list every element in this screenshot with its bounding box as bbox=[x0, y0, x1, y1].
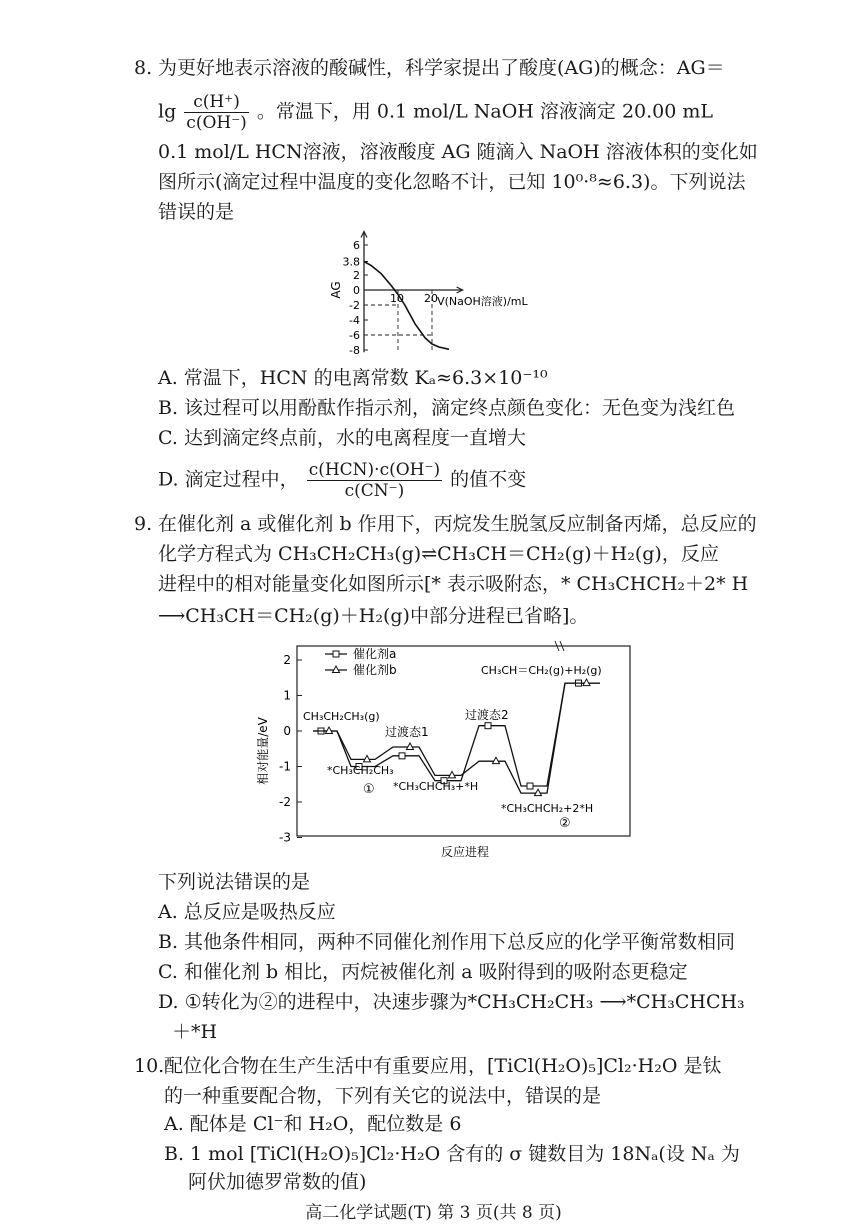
q8-line3: 0.1 mol/L HCN溶液，溶液酸度 AG 随滴入 NaOH 溶液体积的变化如 bbox=[158, 141, 758, 163]
y-tick-label: 3.8 bbox=[342, 255, 360, 269]
q8-line2-text: 。常温下，用 0.1 mol/L NaOH 溶液滴定 20.00 mL bbox=[256, 100, 714, 123]
y-axis-label: 相对能量/eV bbox=[256, 717, 270, 785]
q9-option-c: C. 和催化剂 b 相比，丙烷被催化剂 a 吸附得到的吸附态更稳定 bbox=[158, 961, 688, 983]
energy-point-triangle bbox=[583, 679, 590, 686]
energy-profile-chart bbox=[255, 636, 645, 866]
energy-point-triangle bbox=[535, 789, 542, 796]
energy-annotation: *CH₃CHCH₃+*H bbox=[393, 780, 479, 793]
y-tick-label: 1 bbox=[283, 688, 291, 703]
q9-line2: 化学方程式为 CH₃CH₂CH₃(g)⇌CH₃CH＝CH₂(g)＋H₂(g)，反应 bbox=[158, 543, 719, 565]
option-d-denominator: c(CN⁻) bbox=[344, 481, 405, 501]
q8-option-c: C. 达到滴定终点前，水的电离程度一直增大 bbox=[158, 427, 526, 449]
ag-numerator: c(H⁺) bbox=[184, 92, 249, 113]
q9-option-d-line2: ＋*H bbox=[172, 1021, 218, 1043]
q8-option-d bbox=[158, 460, 526, 501]
energy-annotation: ① bbox=[363, 782, 375, 797]
q10-option-a: A. 配体是 Cl⁻和 H₂O，配位数是 6 bbox=[164, 1113, 462, 1135]
option-d-fraction bbox=[307, 460, 442, 501]
legend-label-a: 催化剂a bbox=[353, 647, 397, 661]
ag-fraction bbox=[184, 92, 249, 133]
x-tick-label: 10 bbox=[390, 292, 404, 305]
y-tick-label: 2 bbox=[353, 269, 360, 282]
q10-number: 10. bbox=[134, 1055, 165, 1077]
y-tick-label: 2 bbox=[283, 653, 291, 667]
y-tick-label: -2 bbox=[349, 299, 360, 312]
lg-label: lg bbox=[158, 100, 177, 123]
q10-line2: 的一种重要配合物，下列有关它的说法中，错误的是 bbox=[164, 1085, 602, 1107]
q8-option-d-suffix: 的值不变 bbox=[450, 468, 527, 491]
y-tick-label: -3 bbox=[279, 830, 291, 845]
q8-option-b: B. 该过程可以用酚酞作指示剂，滴定终点颜色变化：无色变为浅红色 bbox=[158, 397, 736, 419]
q10-option-b-line1: B. 1 mol [TiCl(H₂O)₅]Cl₂·H₂O 含有的 σ 键数目为 18Nₐ(设 Nₐ 为 bbox=[164, 1143, 740, 1165]
energy-annotation: CH₃CH₂CH₃(g) bbox=[303, 710, 380, 723]
q9-option-b: B. 其他条件相同，两种不同催化剂作用下总反应的化学平衡常数相同 bbox=[158, 931, 736, 953]
legend-marker-a bbox=[333, 651, 339, 657]
energy-point-triangle bbox=[326, 727, 333, 734]
energy-point-triangle bbox=[493, 757, 500, 764]
q9-line3: 进程中的相对能量变化如图所示[* 表示吸附态，* CH₃CHCH₂＋2* H bbox=[158, 573, 749, 595]
q9-option-d-line1: D. ①转化为②的进程中，决速步骤为*CH₃CH₂CH₃ ⟶*CH₃CHCH₃ bbox=[158, 991, 745, 1013]
q10-option-b-line2: 阿伏加德罗常数的值) bbox=[188, 1171, 367, 1193]
ag-titration-chart bbox=[318, 230, 568, 365]
page-footer: 高二化学试题(T) 第 3 页(共 8 页) bbox=[305, 1203, 562, 1223]
q8-option-a: A. 常温下，HCN 的电离常数 Kₐ≈6.3×10⁻¹⁰ bbox=[158, 367, 548, 389]
q8-option-d-prefix: D. 滴定过程中， bbox=[158, 468, 299, 491]
q8-number: 8. bbox=[134, 57, 153, 79]
energy-point-triangle bbox=[407, 743, 414, 750]
energy-annotation: 过渡态2 bbox=[465, 708, 509, 722]
y-tick-label: -6 bbox=[349, 329, 360, 342]
energy-point-triangle bbox=[449, 771, 456, 778]
ag-denominator: c(OH⁻) bbox=[186, 113, 247, 133]
q8-line5: 错误的是 bbox=[158, 201, 235, 223]
q8-line4: 图所示(滴定过程中温度的变化忽略不计，已知 10⁰·⁸≈6.3)。下列说法 bbox=[158, 171, 746, 193]
energy-point-square bbox=[399, 753, 405, 759]
x-tick-label: 20 bbox=[424, 292, 438, 305]
q10-line1: 配位化合物在生产生活中有重要应用，[TiCl(H₂O)₅]Cl₂·H₂O 是钛 bbox=[164, 1055, 722, 1077]
energy-annotation: ② bbox=[559, 816, 571, 831]
q8-line1: 为更好地表示溶液的酸碱性，科学家提出了酸度(AG)的概念：AG＝ bbox=[158, 57, 725, 79]
q8-line2 bbox=[158, 92, 713, 133]
energy-annotation: 过渡态1 bbox=[385, 725, 429, 739]
energy-point-triangle bbox=[364, 755, 371, 762]
y-tick-label: 0 bbox=[283, 724, 291, 738]
y-tick-label: 6 bbox=[353, 239, 360, 252]
y-tick-label: -1 bbox=[279, 759, 291, 774]
y-tick-label: -8 bbox=[349, 344, 360, 357]
option-d-numerator: c(HCN)·c(OH⁻) bbox=[308, 460, 441, 480]
q9-option-a: A. 总反应是吸热反应 bbox=[158, 901, 336, 923]
legend-marker-b bbox=[333, 666, 340, 673]
q9-line1: 在催化剂 a 或催化剂 b 作用下，丙烷发生脱氢反应制备丙烯，总反应的 bbox=[158, 513, 757, 535]
y-axis-label: AG bbox=[329, 281, 343, 299]
y-tick-label: -4 bbox=[349, 314, 360, 327]
x-axis-label: V(NaOH溶液)/mL bbox=[437, 295, 528, 308]
energy-point-square bbox=[527, 783, 533, 789]
energy-annotation: *CH₃CH₂CH₃ bbox=[327, 764, 394, 777]
y-tick-label: 0 bbox=[353, 284, 360, 297]
legend-label-b: 催化剂b bbox=[353, 663, 397, 677]
x-axis-label: 反应进程 bbox=[440, 845, 490, 859]
energy-annotation: CH₃CH＝CH₂(g)+H₂(g) bbox=[481, 664, 602, 677]
energy-point-square bbox=[485, 723, 491, 729]
y-tick-label: -2 bbox=[279, 795, 291, 809]
q9-number: 9. bbox=[134, 513, 153, 535]
q9-line4: ⟶CH₃CH＝CH₂(g)＋H₂(g)中部分进程已省略]。 bbox=[158, 605, 589, 627]
energy-annotation: *CH₃CHCH₂+2*H bbox=[501, 802, 594, 815]
q9-stem: 下列说法错误的是 bbox=[158, 871, 311, 893]
